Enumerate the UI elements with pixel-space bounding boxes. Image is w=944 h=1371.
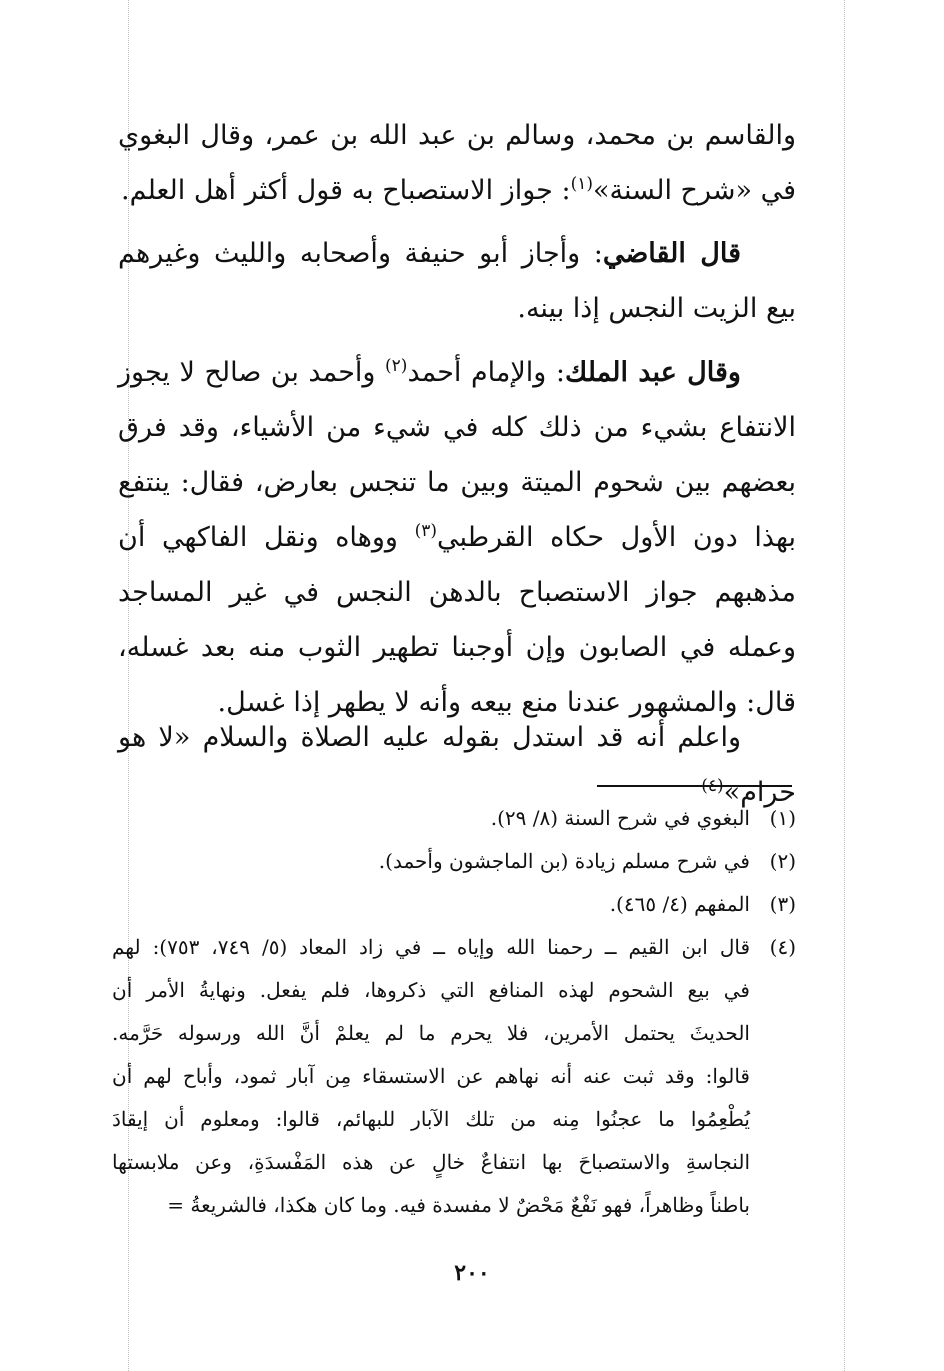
paragraph-3-lead: وقال عبد الملك [564,357,741,388]
footnote-1 [112,797,796,840]
footnote-ref-1: (١) [570,174,593,194]
footnote-line: الحديثَ يحتمل الأمرين، فلا يحرم ما لم يعلمْ أنَّ الله ورسوله حَرَّمه. [112,1021,750,1045]
footnote-line: يُطْعِمُوا ما عجنُوا مِنه من تلك الآبار للبهائم، قالوا: ومعلوم أن إيقادَ [112,1107,750,1131]
paragraph-3-text-b: وأحمد بن صالح لا يجوز الانتفاع بشيء من ذلك كله في شيء من الأشياء، وقد فرق بعضهم بين شحوم الميتة وبين ما تنجس بعارض، فقال: ينتفع بهذا دون الأول حكاه القرطبي [118,357,796,553]
footnote-3 [112,883,796,926]
footnote-number: (١) [769,806,796,830]
footnote-text [112,840,750,883]
footnote-text [112,797,750,840]
footnote-line: في بيع الشحوم لهذه المنافع التي ذكروها، فلم يفعل. ونهايةُ الأمر أن [112,978,750,1002]
footnote-line: المفهم (٤/ ٤٦٥). [609,892,750,916]
footnote-ref-4: (٤) [701,776,724,796]
paragraph-3 [118,345,796,730]
footnote-ref-3: (٣) [414,521,438,541]
paragraph-1-text-b: : جواز الاستصباح به قول أكثر أهل العلم. [121,175,571,206]
footnote-line: في شرح مسلم زيادة (بن الماجشون وأحمد). [378,849,750,873]
footnote-number: (٤) [769,935,796,959]
footnote-line: البغوي في شرح السنة (٨/ ٢٩). [490,806,750,830]
footnote-2 [112,840,796,883]
footnotes [112,797,796,1227]
footnote-4 [112,926,796,1227]
footnote-line: النجاسةِ والاستصباحَ بها انتفاعٌ خالٍ عن هذه المَفْسدَةِ، وعن ملابستها [112,1150,750,1174]
paragraph-1 [118,108,796,218]
paragraph-2-lead: قال القاضي [602,238,741,269]
footnote-number: (٢) [769,849,796,873]
paragraph-1-text-a: والقاسم بن محمد، وسالم بن عبد الله بن عمر، وقال البغوي في «شرح السنة» [118,120,796,206]
footnote-line: قالوا: وقد ثبت عنه أنه نهاهم عن الاستسقاء مِن آبار ثمود، وأباح لهم أن [112,1064,750,1088]
footnote-line: قال ابن القيم ــ رحمنا الله وإياه ــ في زاد المعاد (٥/ ٧٤٩، ٧٥٣): لهم [112,935,750,959]
paragraph-4-text: واعلم أنه قد استدل بقوله عليه الصلاة والسلام «لا هو حرام» [118,722,796,808]
footnote-text [112,926,750,1227]
footnote-ref-2: (٢) [385,356,408,376]
paragraph-3-text-a: : والإمام أحمد [407,357,565,388]
scan-margin-right [844,0,845,1371]
paragraph-2 [118,226,796,336]
page-number: ٢٠٠ [454,1260,490,1286]
paragraph-2-text: : وأجاز أبو حنيفة وأصحابه والليث وغيرهم بيع الزيت النجس إذا بينه. [118,238,796,324]
footnote-number: (٣) [769,892,796,916]
paragraph-3-text-c: ووهاه ونقل الفاكهي أن مذهبهم جواز الاستصباح بالدهن النجس في غير المساجد وعمله في الصابون وإن أوجبنا تطهير الثوب منه بعد غسله، قال: والمشهور عندنا منع بيعه وأنه لا يطهر إذا غسل. [118,522,796,718]
footnote-separator [597,785,792,787]
footnote-line: باطناً وظاهراً، فهو نَفْعٌ مَحْضٌ لا مفسدة فيه. وما كان هكذا، فالشريعةُ = [167,1193,750,1217]
footnote-text [112,883,750,926]
